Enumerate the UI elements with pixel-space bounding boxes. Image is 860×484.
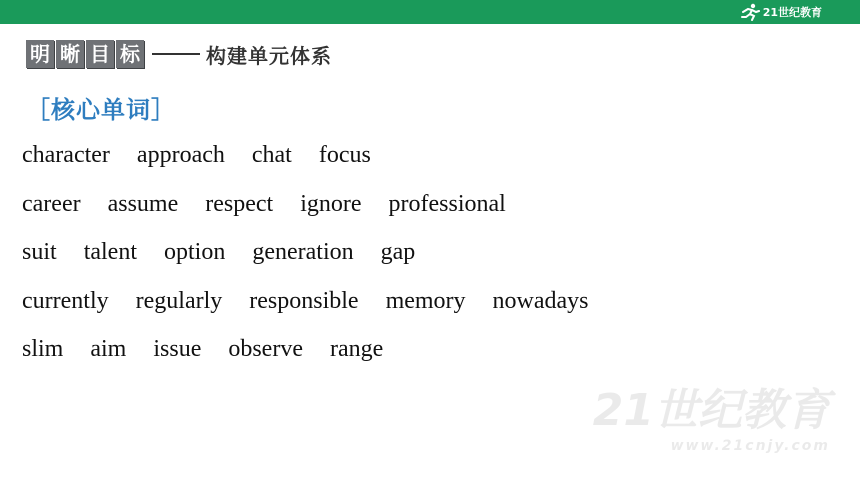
vocab-word: observe xyxy=(228,336,303,362)
vocab-word: regularly xyxy=(135,287,223,314)
vocab-word: professional xyxy=(388,190,506,217)
vocab-word: assume xyxy=(107,190,179,217)
vocab-word: slim xyxy=(22,336,64,362)
vocab-word: nowadays xyxy=(492,287,589,314)
vocab-word: chat xyxy=(251,142,292,168)
header-tag-2: 晰 xyxy=(56,40,84,68)
word-line xyxy=(22,336,616,385)
vocab-word: generation xyxy=(252,239,354,265)
runner-icon xyxy=(740,3,760,21)
watermark xyxy=(593,374,830,454)
header-tag-1: 明 xyxy=(26,40,54,68)
vocab-word: gap xyxy=(380,239,416,265)
word-line xyxy=(22,288,616,337)
word-line xyxy=(22,191,616,240)
logo-text: 21世纪教育 xyxy=(762,6,822,19)
vocab-word: focus xyxy=(318,142,371,168)
vocab-word: currently xyxy=(22,287,109,314)
vocab-word: career xyxy=(22,190,81,217)
vocab-word: range xyxy=(329,336,384,362)
vocab-word: approach xyxy=(136,142,225,168)
vocab-word: responsible xyxy=(249,287,359,314)
brand-logo xyxy=(740,2,822,22)
vocab-word: memory xyxy=(385,287,466,314)
vocab-word: ignore xyxy=(300,190,362,217)
vocab-word: aim xyxy=(90,336,127,362)
header-tag-3: 目 xyxy=(86,40,114,68)
word-line xyxy=(22,239,616,288)
top-banner xyxy=(0,0,860,24)
vocab-word: option xyxy=(164,239,226,265)
vocab-word: issue xyxy=(153,336,202,362)
vocab-word: character xyxy=(22,142,110,168)
watermark-text: 21世纪教育 xyxy=(592,385,830,436)
word-list xyxy=(22,142,616,385)
section-title: ［核心单词］ xyxy=(26,96,176,124)
vocab-word: respect xyxy=(205,190,274,217)
header-tag-4: 标 xyxy=(116,40,144,68)
vocab-word: talent xyxy=(83,239,137,265)
header-subtitle: 构建单元体系 xyxy=(206,43,332,68)
watermark-url: www.21cnjy.com xyxy=(670,438,830,454)
word-line xyxy=(22,142,616,191)
header-dash xyxy=(152,53,200,55)
vocab-word: suit xyxy=(22,239,57,265)
page-header xyxy=(26,40,332,68)
